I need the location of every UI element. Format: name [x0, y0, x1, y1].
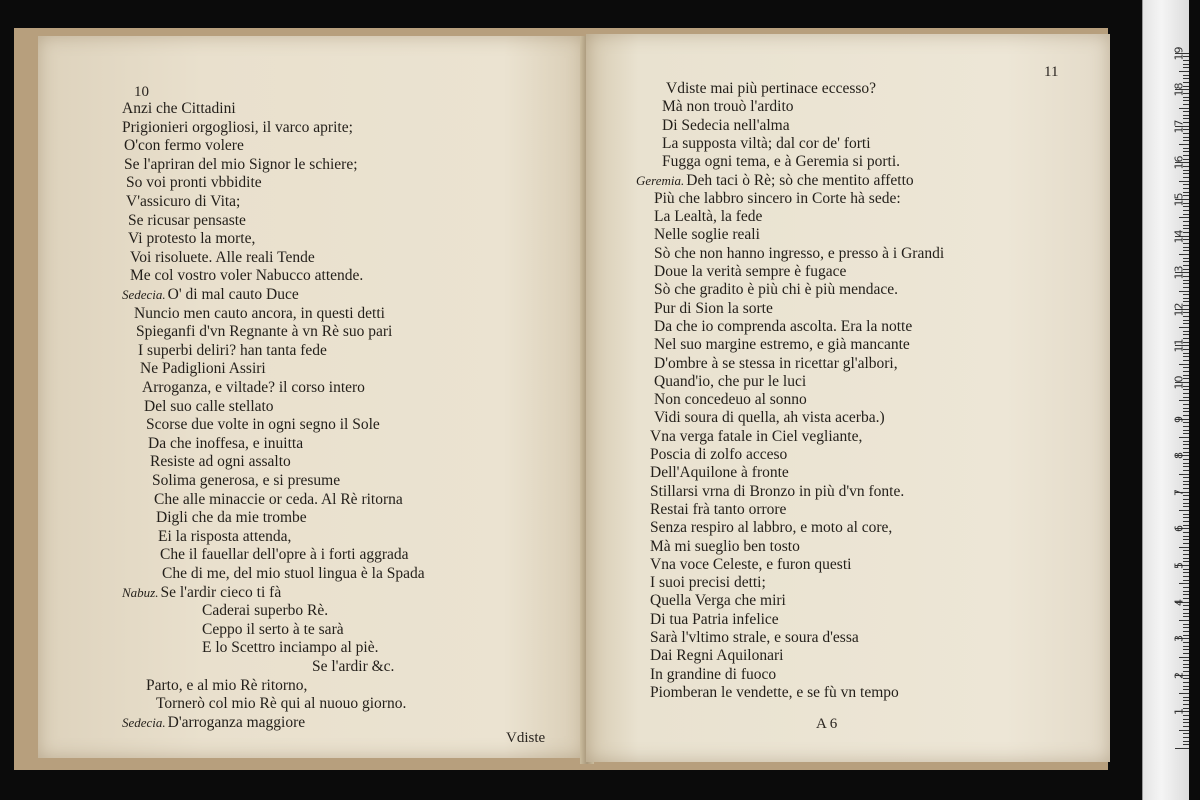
line-text: Restai frà tanto orrore: [650, 500, 787, 518]
line-text: Ne Padiglioni Assiri: [140, 360, 266, 378]
line-text: Se l'apriran del mio Signor le schiere;: [124, 155, 358, 173]
ruler-tick: [1183, 444, 1189, 445]
ruler-tick: [1183, 517, 1189, 518]
line-text: Sò che gradito è più chi è più mendace.: [654, 281, 899, 299]
ruler-tick: [1183, 137, 1189, 138]
line-text: Se l'ardir cieco ti fà: [160, 583, 282, 601]
text-line: [662, 117, 790, 135]
text-line: [654, 355, 898, 373]
ruler-tick: [1183, 686, 1189, 687]
text-line: [128, 212, 246, 230]
ruler-tick: [1183, 64, 1189, 65]
text-line: [654, 318, 912, 336]
line-text: Vidi soura di quella, ah vista acerba.): [654, 409, 885, 427]
ruler-tick: [1179, 657, 1189, 658]
line-text: So voi pronti vbbidite: [126, 174, 262, 192]
text-line: [162, 565, 425, 583]
ruler-tick: [1179, 144, 1189, 145]
ruler-tick: [1183, 331, 1189, 332]
speaker-name: Geremia.: [636, 172, 685, 188]
text-line: [650, 592, 786, 610]
ruler-tick: [1183, 184, 1189, 185]
text-line: [662, 135, 871, 153]
line-text: Prigionieri orgogliosi, il varco aprite;: [122, 118, 353, 136]
line-text: Digli che da mie trombe: [156, 509, 307, 527]
text-line: [650, 428, 862, 446]
ruler-tick: [1183, 371, 1189, 372]
line-text: O' di mal cauto Duce: [167, 286, 299, 303]
line-text: D'arroganza maggiore: [167, 713, 306, 731]
ruler-tick: [1183, 140, 1189, 141]
text-line: [654, 373, 806, 391]
line-text: Pur di Sion la sorte: [654, 299, 773, 317]
ruler-tick: [1183, 250, 1189, 251]
text-line: [654, 391, 807, 409]
ruler-tick: [1183, 334, 1189, 335]
ruler-tick: [1183, 624, 1189, 625]
ruler-tick: [1183, 100, 1189, 101]
line-text: Più che labbro sincero in Corte hà sede:: [654, 189, 901, 207]
text-line: [154, 491, 403, 509]
ruler-number: 1: [1172, 708, 1186, 716]
text-line: [650, 611, 779, 629]
ruler-tick: [1183, 111, 1189, 112]
line-text: La Lealtà, la fede: [654, 208, 763, 226]
ruler-tick: [1183, 115, 1189, 116]
text-line: [650, 446, 787, 464]
speaker-name: Sedecia.: [122, 714, 166, 730]
ruler-tick: [1183, 261, 1189, 262]
line-text: Sarà l'vltimo strale, e soura d'essa: [650, 629, 859, 646]
ruler-tick: [1183, 67, 1189, 68]
ruler-number: 18: [1172, 82, 1186, 97]
line-text: Me col vostro voler Nabucco attende.: [130, 267, 364, 285]
ruler-tick: [1183, 188, 1189, 189]
ruler-number: 17: [1172, 119, 1186, 134]
line-text: Nuncio men cauto ancora, in questi detti: [134, 304, 385, 322]
ruler-tick: [1179, 474, 1189, 475]
line-text: Poscia di zolfo acceso: [650, 446, 788, 463]
line-text: Non concedeuo al sonno: [654, 391, 807, 409]
ruler-tick: [1183, 503, 1189, 504]
left-page: [38, 36, 586, 758]
ruler-tick: [1183, 543, 1189, 544]
text-line: [650, 666, 776, 684]
ruler-tick: [1183, 148, 1189, 149]
text-line: [662, 98, 794, 116]
line-text: Arroganza, e viltade? il corso intero: [142, 379, 365, 396]
ruler-tick: [1183, 587, 1189, 588]
line-text: Nel suo margine estremo, e già mancante: [654, 336, 910, 354]
ruler-tick: [1179, 291, 1189, 292]
ruler-tick: [1183, 653, 1189, 654]
line-text: Vdiste mai più pertinace eccesso?: [666, 80, 877, 97]
line-text: Scorse due volte in ogni segno il Sole: [146, 416, 380, 434]
line-text: Solima generosa, e si presume: [152, 472, 341, 489]
ruler-number: 2: [1172, 671, 1186, 679]
ruler-number: 6: [1172, 525, 1186, 533]
text-line: [312, 658, 394, 676]
text-line: [650, 629, 859, 647]
ruler-tick: [1179, 730, 1189, 731]
text-line: [650, 538, 800, 556]
ruler-tick: [1179, 217, 1189, 218]
text-line: [136, 323, 392, 341]
ruler-number: 14: [1172, 229, 1186, 244]
text-line: [160, 546, 409, 564]
ruler-tick: [1183, 649, 1189, 650]
ruler-tick: [1183, 741, 1189, 742]
ruler-tick: [1183, 613, 1189, 614]
text-line: [142, 379, 365, 397]
line-text: Da che inoffesa, e inuitta: [148, 434, 304, 452]
ruler-tick: [1183, 627, 1189, 628]
ruler-tick: [1183, 660, 1189, 661]
text-line: [158, 528, 291, 546]
text-line: [650, 684, 899, 702]
open-book: [14, 28, 1108, 770]
line-text: Deh taci ò Rè; sò che mentito affetto: [686, 171, 914, 189]
text-line: [138, 342, 327, 360]
text-line: [122, 119, 353, 137]
line-text: O'con fermo volere: [124, 137, 244, 155]
ruler-tick: [1183, 294, 1189, 295]
line-text: Mà mi sueglio ben tosto: [650, 537, 800, 555]
line-text: Che alle minaccie or ceda. Al Rè ritorna: [154, 490, 403, 508]
ruler-number: 15: [1172, 192, 1186, 207]
ruler-tick: [1179, 327, 1189, 328]
line-text: Tornerò col mio Rè qui al nuouo giorno.: [156, 695, 407, 713]
ruler-tick: [1183, 576, 1189, 577]
text-line: [130, 249, 315, 267]
text-line: [122, 286, 299, 304]
text-line: [128, 230, 255, 248]
text-line: [156, 695, 406, 713]
ruler-tick: [1179, 108, 1189, 109]
line-text: Sò che non hanno ingresso, e presso à i Grandi: [654, 244, 945, 262]
catchword: Vdiste: [506, 730, 546, 746]
ruler-number: 3: [1172, 635, 1186, 643]
ruler-tick: [1183, 221, 1189, 222]
ruler-tick: [1183, 430, 1189, 431]
text-line: [150, 453, 291, 471]
text-line: [650, 647, 783, 665]
line-text: La supposta viltà; dal cor de' forti: [662, 134, 871, 152]
text-line: [144, 398, 274, 416]
ruler-number: 8: [1172, 452, 1186, 460]
line-text: Dai Regni Aquilonari: [650, 647, 784, 665]
line-text: Anzi che Cittadini: [122, 100, 236, 117]
text-line: [202, 639, 378, 657]
ruler-tick: [1179, 620, 1189, 621]
line-text: V'assicuro di Vita;: [126, 193, 241, 210]
text-line: [124, 137, 244, 155]
ruler-tick: [1183, 356, 1189, 357]
ruler-tick: [1183, 580, 1189, 581]
ruler-tick: [1179, 181, 1189, 182]
ruler-tick: [1183, 104, 1189, 105]
line-text: Spieganfi d'vn Regnante à vn Rè suo pari: [136, 323, 393, 341]
line-text: Parto, e al mio Rè ritorno,: [146, 676, 308, 694]
text-line: [122, 584, 281, 602]
text-line: [146, 677, 307, 695]
ruler-tick: [1183, 506, 1189, 507]
line-text: Nelle soglie reali: [654, 226, 760, 244]
text-line: [124, 156, 358, 174]
ruler-number: 7: [1172, 488, 1186, 496]
ruler-tick: [1183, 320, 1189, 321]
right-page-number: 11: [1044, 64, 1059, 80]
line-text: Vna verga fatale in Ciel vegliante,: [650, 427, 863, 445]
ruler-tick: [1183, 481, 1189, 482]
ruler-tick: [1183, 466, 1189, 467]
speaker-name: Nabuz.: [122, 584, 159, 600]
line-text: Dell'Aquilone à fronte: [650, 464, 789, 482]
ruler-number: 5: [1172, 562, 1186, 569]
text-line: [654, 300, 773, 318]
ruler-tick: [1179, 510, 1189, 511]
ruler-tick: [1183, 689, 1189, 690]
line-text: Che di me, del mio stuol lingua è la Spada: [162, 565, 425, 582]
line-text: Da che io comprenda ascolta. Era la notte: [654, 317, 913, 335]
ruler-tick: [1179, 71, 1189, 72]
line-text: Di Sedecia nell'alma: [662, 116, 790, 134]
ruler-number: 11: [1172, 338, 1186, 353]
ruler-number: 9: [1172, 415, 1186, 423]
text-line: [146, 416, 380, 434]
line-text: Senza respiro al labbro, e moto al core,: [650, 519, 893, 537]
ruler-tick: [1183, 433, 1189, 434]
speaker-name: Sedecia.: [122, 287, 166, 302]
right-page: [586, 34, 1110, 762]
text-line: [650, 556, 851, 574]
text-line: [650, 464, 789, 482]
text-line: [122, 714, 305, 732]
ruler-tick: [1183, 441, 1189, 442]
line-text: Caderai superbo Rè.: [202, 602, 329, 620]
line-text: Ceppo il serto à te sarà: [202, 620, 344, 638]
text-line: [654, 281, 898, 299]
ruler-number: 4: [1172, 598, 1186, 606]
ruler-tick: [1183, 173, 1189, 174]
line-text: Vna voce Celeste, e furon questi: [650, 555, 852, 573]
ruler-tick: [1183, 408, 1189, 409]
line-text: Se l'ardir &c.: [312, 658, 395, 675]
text-line: [654, 245, 944, 263]
text-line: [654, 208, 762, 226]
ruler-tick: [1183, 393, 1189, 394]
text-line: [122, 100, 236, 118]
text-line: [654, 409, 885, 427]
text-line: [666, 80, 876, 98]
text-line: [636, 172, 914, 190]
line-text: In grandine di fuoco: [650, 665, 777, 683]
text-line: [134, 305, 385, 323]
measurement-ruler: [1142, 0, 1189, 800]
ruler-tick: [1179, 547, 1189, 548]
ruler-number: 16: [1172, 155, 1186, 170]
ruler-tick: [1179, 400, 1189, 401]
ruler-tick: [1183, 397, 1189, 398]
ruler-tick: [1183, 258, 1189, 259]
text-line: [654, 336, 910, 354]
text-line: [654, 263, 846, 281]
line-text: Vi protesto la morte,: [128, 230, 256, 248]
text-line: [126, 174, 262, 192]
line-text: Ei la risposta attenda,: [158, 527, 292, 545]
text-line: [126, 193, 240, 211]
text-line: [202, 602, 328, 620]
line-text: I superbi deliri? han tanta fede: [138, 341, 327, 359]
ruler-tick: [1183, 298, 1189, 299]
line-text: Fugga ogni tema, e à Geremia si porti.: [662, 153, 901, 171]
text-line: [152, 472, 340, 490]
ruler-tick: [1183, 737, 1189, 738]
line-text: Che il fauellar dell'opre à i forti aggrada: [160, 546, 409, 564]
ruler-tick: [1183, 616, 1189, 617]
line-text: I suoi precisi detti;: [650, 574, 766, 592]
ruler-tick: [1179, 364, 1189, 365]
ruler-tick: [1179, 583, 1189, 584]
line-text: Se ricusar pensaste: [128, 211, 246, 229]
line-text: Stillarsi vrna di Bronzo in più d'vn fonte.: [650, 482, 905, 500]
ruler-tick: [1183, 247, 1189, 248]
ruler-tick: [1183, 151, 1189, 152]
ruler-tick: [1183, 554, 1189, 555]
ruler-tick: [1183, 78, 1189, 79]
ruler-tick: [1183, 514, 1189, 515]
line-text: Quand'io, che pur le luci: [654, 372, 807, 390]
text-line: [140, 360, 266, 378]
ruler-tick: [1183, 539, 1189, 540]
line-text: Quella Verga che miri: [650, 592, 786, 610]
line-text: Voi risoluete. Alle reali Tende: [130, 248, 315, 266]
ruler-tick: [1183, 744, 1189, 745]
text-line: [148, 435, 303, 453]
ruler-tick: [1183, 697, 1189, 698]
line-text: Del suo calle stellato: [144, 397, 274, 415]
ruler-tick: [1183, 700, 1189, 701]
text-line: [650, 574, 766, 592]
ruler-tick: [1183, 726, 1189, 727]
line-text: D'ombre à se stessa in ricettar gl'albori,: [654, 354, 898, 372]
ruler-tick: [1183, 404, 1189, 405]
ruler-number: 13: [1172, 265, 1186, 280]
signature-mark: A 6: [816, 716, 838, 732]
ruler-tick: [1183, 664, 1189, 665]
line-text: Piomberan le vendette, e se fù vn tempo: [650, 683, 899, 701]
text-line: [654, 190, 901, 208]
text-line: [650, 519, 892, 537]
ruler-number: 19: [1172, 46, 1186, 61]
ruler-tick: [1183, 733, 1189, 734]
ruler-tick: [1183, 210, 1189, 211]
ruler-number: 12: [1172, 302, 1186, 317]
ruler-tick: [1179, 254, 1189, 255]
ruler-tick: [1183, 225, 1189, 226]
ruler-tick: [1183, 177, 1189, 178]
line-text: Doue la verità sempre è fugace: [654, 263, 847, 280]
line-text: Resiste ad ogni assalto: [150, 453, 291, 471]
text-line: [202, 621, 344, 639]
ruler-tick: [1183, 550, 1189, 551]
text-line: [130, 267, 363, 285]
ruler-tick: [1175, 748, 1189, 749]
left-page-number: 10: [134, 84, 149, 100]
ruler-tick: [1183, 287, 1189, 288]
ruler-tick: [1183, 283, 1189, 284]
ruler-tick: [1183, 367, 1189, 368]
line-text: Mà non trouò l'ardito: [662, 98, 794, 116]
ruler-tick: [1179, 693, 1189, 694]
text-line: [650, 501, 786, 519]
line-text: E lo Scettro inciampo al piè.: [202, 639, 379, 657]
ruler-number: 10: [1172, 375, 1186, 390]
text-line: [650, 483, 904, 501]
text-line: [654, 226, 760, 244]
ruler-tick: [1183, 477, 1189, 478]
text-line: [662, 153, 900, 171]
ruler-tick: [1183, 75, 1189, 76]
ruler-tick: [1183, 360, 1189, 361]
ruler-tick: [1183, 591, 1189, 592]
ruler-tick: [1183, 722, 1189, 723]
ruler-tick: [1179, 437, 1189, 438]
text-line: [156, 509, 307, 527]
ruler-tick: [1183, 214, 1189, 215]
line-text: Di tua Patria infelice: [650, 610, 779, 628]
ruler-tick: [1183, 470, 1189, 471]
ruler-tick: [1183, 323, 1189, 324]
